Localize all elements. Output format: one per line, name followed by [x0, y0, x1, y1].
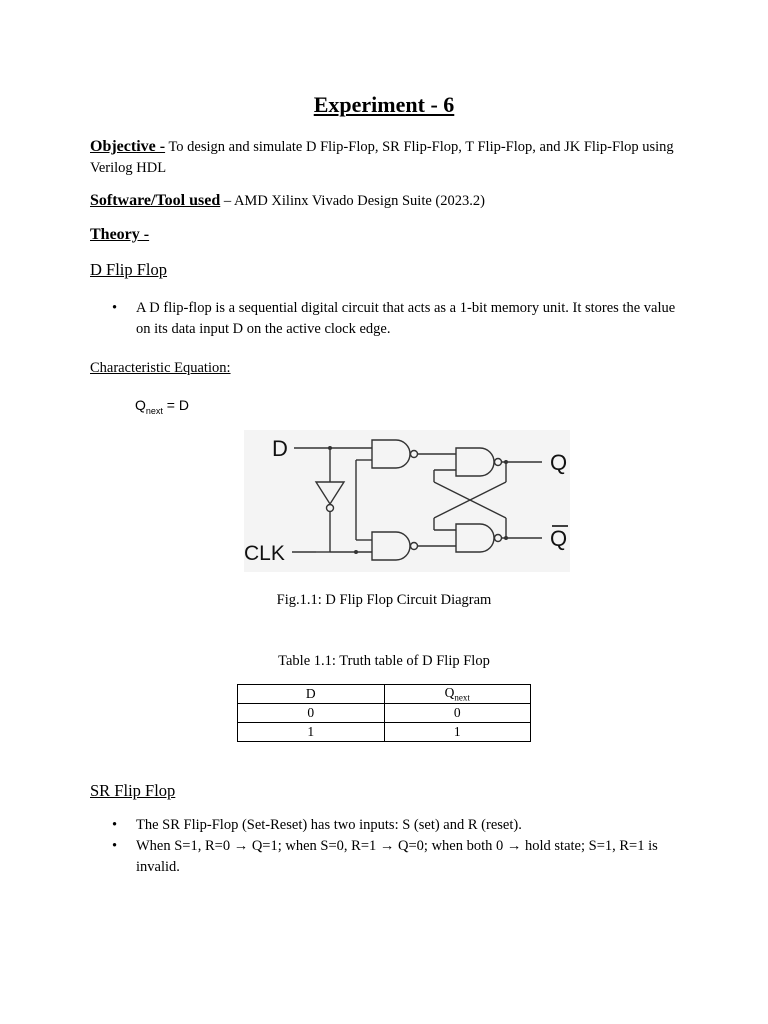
table-cell: 1: [238, 723, 385, 742]
equation-subscript: next: [145, 405, 163, 416]
qbar-junction-dot: [504, 536, 508, 540]
objective-text: To design and simulate D Flip-Flop, SR Flip-Flop, T Flip-Flop, and JK Flip-Flop using Verilog HDL: [90, 139, 674, 176]
table-row: [238, 723, 531, 742]
table-caption: Table 1.1: Truth table of D Flip Flop: [278, 653, 490, 669]
input-d-label: D: [272, 436, 288, 461]
header-d: D: [238, 685, 385, 704]
truth-table: [237, 684, 531, 742]
table-cell: 0: [238, 704, 385, 723]
d-junction-dot: [328, 446, 332, 450]
software-label: Software/Tool used: [90, 192, 221, 209]
list-item: • The SR Flip-Flop (Set-Reset) has two inputs: S (set) and R (reset).: [112, 815, 692, 836]
d-flip-flop-heading: D Flip Flop: [90, 260, 168, 279]
output-q-label: Q: [550, 450, 568, 475]
characteristic-equation-label: Characteristic Equation:: [90, 360, 231, 376]
theory-heading: Theory -: [90, 226, 150, 243]
table-cell: 1: [384, 723, 531, 742]
table-cell: 0: [384, 704, 531, 723]
clk-junction-dot: [354, 550, 358, 554]
table-row: [238, 704, 531, 723]
characteristic-equation: [135, 397, 189, 416]
output-qbar-label: Q: [550, 526, 568, 551]
figure-caption: Fig.1.1: D Flip Flop Circuit Diagram: [276, 592, 492, 608]
software-text: – AMD Xilinx Vivado Design Suite (2023.2): [223, 193, 485, 209]
q-junction-dot: [504, 460, 508, 464]
objective-paragraph: [90, 136, 690, 179]
header-qnext: [384, 685, 531, 704]
header-qnext-sub: next: [454, 692, 470, 703]
diagram-background: [244, 430, 570, 572]
input-clk-label: CLK: [244, 542, 285, 565]
page-title: Experiment - 6: [313, 92, 455, 117]
equation-lhs: Q: [135, 397, 146, 413]
header-qnext-main: Q: [444, 685, 455, 701]
list-item: • A D flip-flop is a sequential digital circuit that acts as a 1-bit memory unit. It stores the value on its data input D on the active clock edge.: [112, 298, 692, 340]
objective-label: Objective -: [90, 138, 166, 155]
d-flip-flop-circuit-diagram: [244, 430, 570, 572]
sr-flip-flop-heading: SR Flip Flop: [90, 781, 176, 800]
software-paragraph: [90, 190, 690, 212]
d-flip-flop-bullets: [112, 298, 692, 340]
sr-flip-flop-bullets: [112, 815, 692, 878]
table-header-row: [238, 685, 531, 704]
equation-rhs: = D: [166, 397, 189, 413]
list-item: • When S=1, R=0 → Q=1; when S=0, R=1 → Q=0; when both 0 → hold state; S=1, R=1 is invalid.: [112, 836, 692, 878]
